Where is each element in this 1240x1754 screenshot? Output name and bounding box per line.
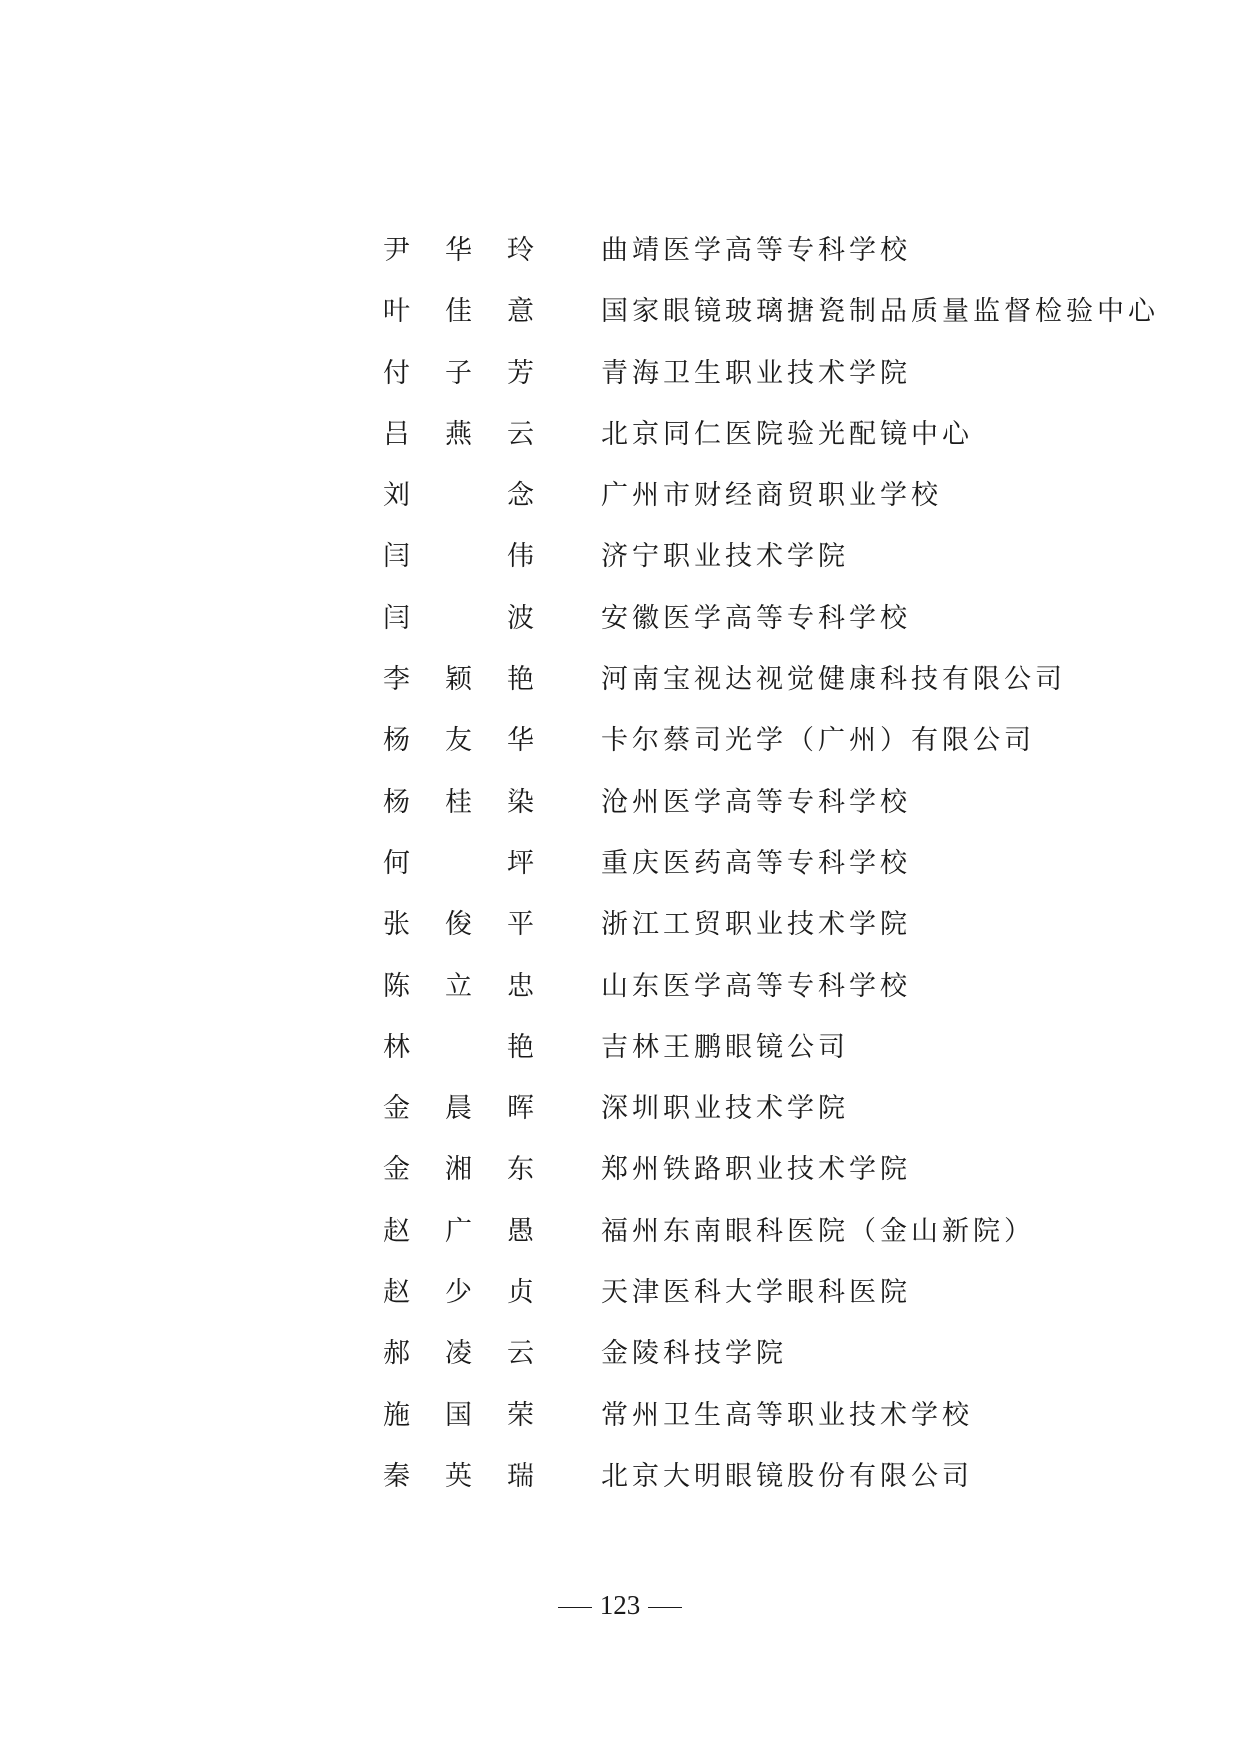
member-name: 赵广愚 — [383, 1215, 535, 1247]
list-item — [383, 649, 1163, 710]
list-item — [383, 1262, 1163, 1323]
member-name: 金晨晖 — [383, 1093, 535, 1125]
member-list — [383, 220, 1163, 1507]
list-item — [383, 526, 1163, 587]
list-item — [383, 1385, 1163, 1446]
member-name: 林 艳 — [383, 1031, 535, 1063]
list-item — [383, 1323, 1163, 1384]
member-name: 秦英瑞 — [383, 1460, 535, 1492]
member-organization: 安徽医学高等专科学校 — [601, 602, 911, 634]
list-item — [383, 343, 1163, 404]
member-organization: 河南宝视达视觉健康科技有限公司 — [601, 664, 1066, 696]
list-item — [383, 1017, 1163, 1078]
list-item — [383, 1139, 1163, 1200]
member-organization: 北京同仁医院验光配镜中心 — [601, 418, 973, 450]
list-item — [383, 1201, 1163, 1262]
left-dash-rule — [558, 1607, 592, 1608]
member-name: 郝凌云 — [383, 1338, 535, 1370]
member-name: 金湘东 — [383, 1154, 535, 1186]
list-item — [383, 772, 1163, 833]
member-organization: 常州卫生高等职业技术学校 — [601, 1399, 973, 1431]
list-item — [383, 281, 1163, 342]
list-item — [383, 710, 1163, 771]
member-organization: 天津医科大学眼科医院 — [601, 1277, 911, 1309]
member-name: 刘 念 — [383, 480, 535, 512]
member-name: 赵少贞 — [383, 1277, 535, 1309]
list-item — [383, 1078, 1163, 1139]
member-organization: 国家眼镜玻璃搪瓷制品质量监督检验中心 — [601, 296, 1159, 328]
member-name: 付子芳 — [383, 357, 535, 389]
member-name: 李颖艳 — [383, 664, 535, 696]
member-organization: 北京大明眼镜股份有限公司 — [601, 1460, 973, 1492]
member-organization: 福州东南眼科医院（金山新院） — [601, 1215, 1035, 1247]
member-name: 陈立忠 — [383, 970, 535, 1002]
member-name: 张俊平 — [383, 909, 535, 941]
member-organization: 吉林王鹏眼镜公司 — [601, 1031, 849, 1063]
member-organization: 浙江工贸职业技术学院 — [601, 909, 911, 941]
member-name: 施国荣 — [383, 1399, 535, 1431]
member-organization: 深圳职业技术学院 — [601, 1093, 849, 1125]
page-number: 123 — [599, 1590, 641, 1620]
list-item — [383, 833, 1163, 894]
page-footer — [0, 1590, 1240, 1621]
member-organization: 郑州铁路职业技术学院 — [601, 1154, 911, 1186]
member-name: 尹华玲 — [383, 235, 535, 266]
member-organization: 曲靖医学高等专科学校 — [601, 235, 911, 266]
list-item — [383, 404, 1163, 465]
member-organization: 济宁职业技术学院 — [601, 541, 849, 573]
list-item — [383, 894, 1163, 955]
list-item — [383, 956, 1163, 1017]
member-name: 杨桂染 — [383, 786, 535, 818]
list-item — [383, 465, 1163, 526]
member-organization: 卡尔蔡司光学（广州）有限公司 — [601, 725, 1035, 757]
member-name: 闫 伟 — [383, 541, 535, 573]
member-name: 闫 波 — [383, 602, 535, 634]
member-organization: 青海卫生职业技术学院 — [601, 357, 911, 389]
member-organization: 广州市财经商贸职业学校 — [601, 480, 942, 512]
member-name: 何 坪 — [383, 847, 535, 879]
member-name: 杨友华 — [383, 725, 535, 757]
member-organization: 沧州医学高等专科学校 — [601, 786, 911, 818]
member-name: 吕燕云 — [383, 418, 535, 450]
right-dash-rule — [648, 1607, 682, 1608]
member-organization: 金陵科技学院 — [601, 1338, 787, 1370]
member-organization: 重庆医药高等专科学校 — [601, 847, 911, 879]
list-item — [383, 588, 1163, 649]
list-item — [383, 1446, 1163, 1507]
member-organization: 山东医学高等专科学校 — [601, 970, 911, 1002]
member-name: 叶佳意 — [383, 296, 535, 328]
list-item — [383, 220, 1163, 281]
